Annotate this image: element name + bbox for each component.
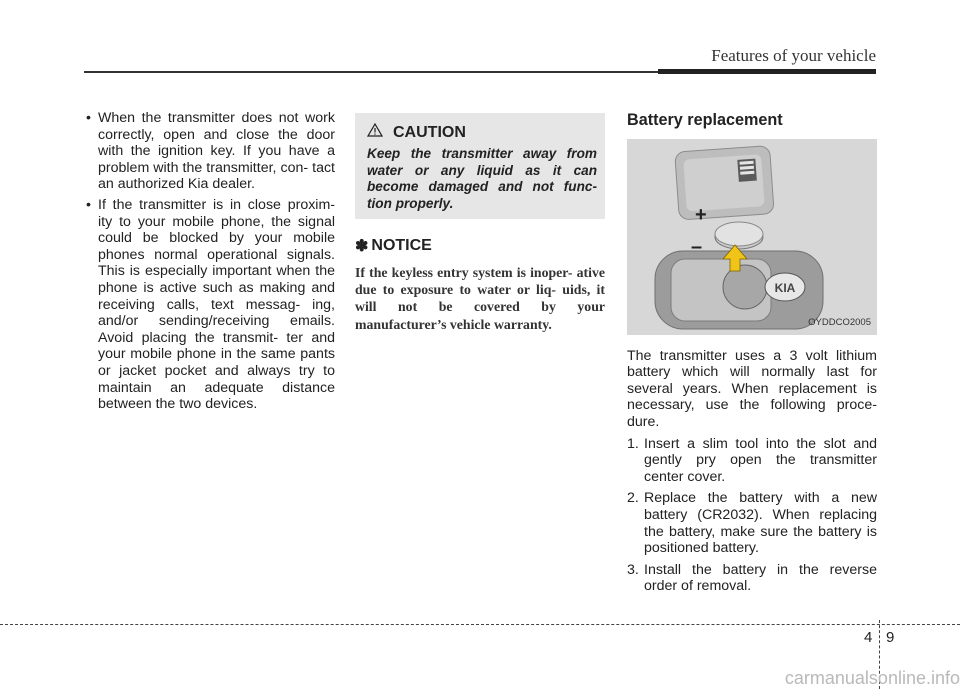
notice-heading-row <box>355 236 605 256</box>
bullet-item: • When the transmitter does not work correctly, open and close the door with the ignition key. If you have a problem with the transmitter, con- tact an authorized Kia dealer. <box>84 110 335 193</box>
caution-heading-row <box>367 123 466 142</box>
page-number: 9 <box>886 629 895 646</box>
bullet-item: • If the transmitter is in close proxim- ity to your mobile phone, the signal could be blocked by your mobile phones normal operational signals. This is especially important when the phone is active such as making and receiving calls, text messag- ing, and/or sending/receiving emails. Avoid placing the transmit- ter and your mobile phone in the same pants or jacket pocket and always try to maintain an adequate distance between the two devices. <box>84 197 335 413</box>
list-item <box>627 562 877 595</box>
header-rule-accent <box>658 69 876 74</box>
notice-block <box>355 236 605 333</box>
footer-divider <box>0 624 960 625</box>
list-item <box>627 490 877 556</box>
watermark: carmanualsonline.info <box>784 668 960 688</box>
svg-text:KIA: KIA <box>774 280 796 295</box>
right-column <box>627 112 877 595</box>
minus-sign: – <box>691 235 703 258</box>
figure-caption: OYDDCO2005 <box>808 317 871 328</box>
step-number: 2. <box>627 490 639 507</box>
intro-paragraph: The transmitter uses a 3 volt lithium battery which will normally last for several years. When replacement is necessary, use the following proce- dure. <box>627 347 877 430</box>
notice-symbol: ✽ <box>355 238 369 255</box>
header-title: Features of your vehicle <box>711 46 876 65</box>
notice-heading: NOTICE <box>371 237 432 254</box>
left-column <box>84 110 335 417</box>
caution-box <box>355 113 605 219</box>
step-text: Install the battery in the reverse order of removal. <box>644 561 877 595</box>
caution-heading: CAUTION <box>393 123 466 141</box>
chapter-number: 4 <box>864 629 873 646</box>
transmitter-illustration <box>627 139 877 335</box>
list-item <box>627 436 877 486</box>
battery-replacement-figure <box>627 139 877 335</box>
step-number: 3. <box>627 561 639 578</box>
notice-text: If the keyless entry system is inoper- ative due to exposure to water or liq- uids, it will not be covered by your manufacturer’s vehicle warranty. <box>355 265 605 332</box>
caution-text: Keep the transmitter away from water or any liquid as it can become damaged and not func- tion properly. <box>367 146 597 211</box>
step-text: Replace the battery with a new battery (CR2032). When replacing the battery, make sure the battery is positioned battery. <box>644 490 877 557</box>
plus-sign: + <box>695 203 707 226</box>
step-number: 1. <box>627 435 639 452</box>
step-text: Insert a slim tool into the slot and gently pry open the transmitter center cover. <box>644 435 877 485</box>
warning-triangle-icon <box>367 123 383 142</box>
section-title: Battery replacement <box>627 111 783 129</box>
